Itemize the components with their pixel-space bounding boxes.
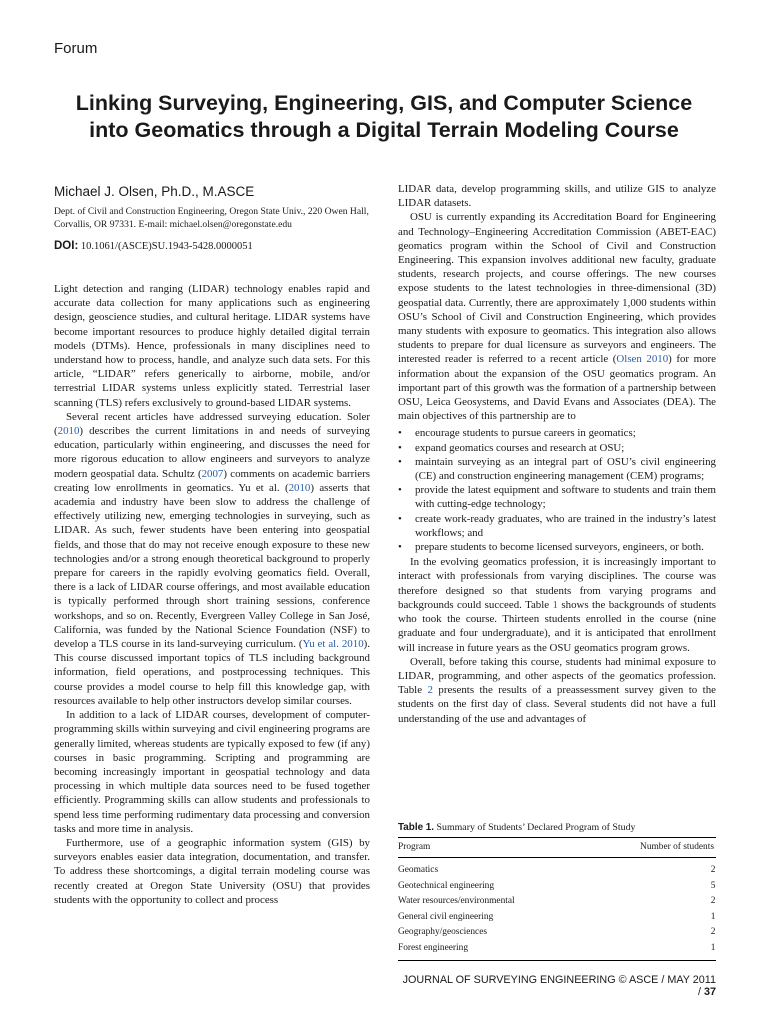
program-table bbox=[398, 837, 716, 961]
body-paragraph bbox=[54, 708, 370, 836]
table-cell-program: Water resources/environmental bbox=[398, 896, 515, 907]
table-cell-count: 1 bbox=[515, 940, 716, 960]
bullet-icon: • bbox=[398, 441, 402, 454]
citation-link[interactable]: 1 bbox=[552, 598, 558, 611]
footer-page-number: 37 bbox=[703, 986, 716, 998]
author-affiliation: Dept. of Civil and Construction Engineering, Oregon State Univ., 220 Owen Hall, Corvallis, OR 97331. E-mail: michael.olsen@oregonstate.edu bbox=[54, 206, 369, 230]
body-paragraph bbox=[398, 555, 716, 654]
table-cell-program: Geography/geosciences bbox=[398, 927, 488, 938]
paragraph-text: presents the results of a preassessment survey given to the students on the first day of class. Several students did not have a full understanding of the use and advantages of bbox=[398, 684, 716, 725]
citation-link[interactable]: Yu et al. 2010 bbox=[302, 638, 364, 651]
table-caption-text: Summary of Students’ Declared Program of Study bbox=[436, 822, 636, 833]
bullet-icon: • bbox=[398, 455, 402, 468]
left-body-text bbox=[54, 282, 370, 907]
left-column bbox=[54, 182, 370, 907]
table-caption bbox=[398, 822, 716, 833]
bullet-icon: • bbox=[398, 484, 402, 497]
body-paragraph bbox=[54, 410, 370, 708]
author-name: Michael J. Olsen, Ph.D., M.ASCE bbox=[54, 184, 255, 199]
table-cell-program: General civil engineering bbox=[398, 911, 494, 922]
table-cell-program: Forest engineering bbox=[398, 940, 515, 960]
table-cell-count: 1 bbox=[710, 911, 716, 922]
table-row bbox=[398, 909, 716, 924]
paragraph-text: ) comments on academic barriers creating low enrollments in geomatics. Yu et al. ( bbox=[54, 467, 371, 494]
table-row bbox=[398, 924, 716, 939]
objective-item bbox=[398, 455, 716, 483]
table-1 bbox=[398, 822, 716, 961]
paragraph-text: LIDAR data, develop programming skills, and utilize GIS to analyze LIDAR datasets. bbox=[398, 183, 716, 210]
citation-link[interactable]: 2010 bbox=[57, 425, 80, 438]
citation-link[interactable]: 2007 bbox=[201, 467, 224, 480]
paragraph-text: ) asserts that academia and industry have been slow to address the challenge of effectively utilizing new, emerging technologies in surveying, such as LIDAR. As such, fewer students have been entering into geospatial fields, and those that do may not receive enough exposure to these new technologies and/or a strong enough theoretical background to properly prepare for careers in the rapidly evolving geomatics field. Overall, there is a lack of LIDAR course offerings, and most available education is typically performed through short training sessions, conference workshops, and so on. Recently, Evergreen Valley College in San José, California, was funded by the National Science Foundation (NSF) to develop a TLS course in its land-surveying curriculum. ( bbox=[54, 481, 371, 651]
objective-item bbox=[398, 512, 716, 540]
objective-text: expand geomatics courses and research at OSU; bbox=[415, 441, 625, 454]
table-row bbox=[398, 878, 716, 893]
objective-text: prepare students to become licensed surveyors, engineers, or both. bbox=[415, 541, 704, 554]
objective-text: create work-ready graduates, who are trained in the industry’s latest workflows; and bbox=[415, 512, 716, 539]
paragraph-text: shows the backgrounds of students who took the course. Thirteen students enrolled in the course (nine graduate and four undergraduate), and it is anticipated that enrollment will increase in future years as the OSU geomatics program grows. bbox=[398, 598, 716, 654]
objective-item bbox=[398, 426, 716, 440]
section-label: Forum bbox=[54, 40, 98, 57]
paragraph-text: ) for more information about the expansion of the OSU geomatics program. An important part of this growth was the formation of a partnership between OSU, Leica Geosystems, and David Evans and Associates (DEA). The main objectives of this partnership are to bbox=[398, 353, 716, 423]
table-cell-count: 2 bbox=[710, 927, 716, 938]
paragraph-text: OSU is currently expanding its Accreditation Board for Engineering and Technology–Engineering Accreditation Commission (ABET-EAC) geomatics program within the School of Civil and Construction Engineering. This expansion involves additional new faculty, graduate students, research projects, and course offerings. The new courses expose students to the latest technologies in three-dimensional (3D) geospatial data. Currently, there are approximately 1,000 students within OSU’s School of Civil and Construction Engineering, which provides many students with exposure to geomatics. This integration also allows students to prepare for dual licensure as surveyors and engineers. The interested reader is referred to a recent article ( bbox=[398, 211, 716, 366]
table-cell-program: Geotechnical engineering bbox=[398, 880, 495, 891]
table-cell-program: Geomatics bbox=[398, 865, 439, 876]
paragraph-text: In the evolving geomatics profession, it is increasingly important to interact with professionals from varying disciplines. The course was therefore designed so that students from varying programs and backgrounds could succeed. Table bbox=[398, 556, 716, 611]
objective-item bbox=[398, 441, 716, 455]
bullet-icon: • bbox=[398, 427, 402, 440]
table-row bbox=[398, 858, 716, 878]
page-footer bbox=[398, 974, 716, 998]
body-paragraph bbox=[398, 210, 716, 423]
paragraph-text: In addition to a lack of LIDAR courses, development of computer-programming skills within surveying and civil engineering programs are generally limited, whereas students are typically exposed to few (if any) courses in basic programming. Scripting and programming are becoming increasingly important in geospatial technology and data processing in which multiple data sources need to be fused together efficiently. Programming skills can allow students and professionals to spend less time performing rudimentary data processing and conversion tasks and more time in analysis. bbox=[54, 709, 370, 835]
table-header-program: Program bbox=[398, 838, 515, 858]
body-paragraph bbox=[54, 836, 370, 907]
article-title: Linking Surveying, Engineering, GIS, and Computer Science into Geomatics through a Digital Terrain Modeling Course bbox=[75, 91, 693, 142]
doi-value[interactable]: 10.1061/(ASCE)SU.1943-5428.0000051 bbox=[80, 241, 253, 252]
citation-link[interactable]: 2 bbox=[427, 684, 433, 697]
paragraph-text: Light detection and ranging (LIDAR) technology enables rapid and accurate data collection for many applications such as engineering design, geoscience studies, and cultural heritage. LIDAR systems have become important resources to produce highly detailed digital terrain models (DTMs). Hence, professionals in many disciplines need to understand how to process, handle, and analyze such data sets. For this article, “LIDAR” refers generically to airborne, mobile, and/or terrestrial LIDAR systems unless explicitly stated. Terrestrial laser scanning (TLS) refers exclusively to ground-based LIDAR systems. bbox=[54, 283, 370, 409]
body-paragraph bbox=[54, 282, 370, 410]
citation-link[interactable]: 2010 bbox=[288, 481, 311, 494]
citation-link[interactable]: Olsen 2010 bbox=[616, 353, 669, 366]
objectives-list bbox=[398, 426, 716, 554]
doi-line bbox=[54, 240, 370, 252]
table-cell-count: 2 bbox=[710, 896, 716, 907]
right-column bbox=[398, 182, 716, 726]
objective-item bbox=[398, 540, 716, 554]
paragraph-text: Furthermore, use of a geographic information system (GIS) by surveyors enables easier data integration, documentation, and transfer. To address these shortcomings, a digital terrain modeling course was recently created at Oregon State University (OSU) that provides students with the opportunity to collect and process bbox=[54, 836, 370, 906]
table-cell-count: 5 bbox=[710, 880, 716, 891]
table-label: Table 1. bbox=[398, 822, 435, 833]
bullet-icon: • bbox=[398, 541, 402, 554]
table-row bbox=[398, 940, 716, 960]
objective-text: maintain surveying as an integral part of OSU’s civil engineering (CE) and construction engineering management (CEM) programs; bbox=[415, 455, 716, 483]
footer-journal: JOURNAL OF SURVEYING ENGINEERING © ASCE / MAY 2011 / bbox=[402, 974, 716, 998]
objective-item bbox=[398, 483, 716, 511]
bullet-icon: • bbox=[398, 512, 402, 525]
table-cell-count: 2 bbox=[710, 865, 716, 876]
table-header-count: Number of students bbox=[515, 838, 716, 858]
paragraph-text: Overall, before taking this course, students had minimal exposure to LIDAR, programming, and other aspects of the geomatics profession. Table bbox=[398, 655, 716, 697]
paragraph-text: ). This course discussed important topics of TLS including background information, field operations, and postprocessing techniques. This course provides a model course to help fill this knowledge gap, with resources available to help other instructors develop similar courses. bbox=[54, 638, 370, 707]
paragraph-text: ) describes the current limitations in and needs of surveying education, particularly within engineering, and discusses the need for more rigorous education to allow engineers and surveyors to analyze modern geospatial data. Schultz ( bbox=[54, 425, 370, 480]
objective-text: provide the latest equipment and software to students and train them with cutting-edge technology; bbox=[415, 484, 716, 511]
doi-label: DOI: bbox=[54, 240, 79, 252]
body-paragraph bbox=[398, 655, 716, 726]
paragraph-text: Several recent articles have addressed surveying education. Soler ( bbox=[54, 410, 370, 438]
body-paragraph bbox=[398, 182, 716, 210]
objective-text: encourage students to pursue careers in geomatics; bbox=[415, 427, 636, 440]
table-row bbox=[398, 893, 716, 908]
